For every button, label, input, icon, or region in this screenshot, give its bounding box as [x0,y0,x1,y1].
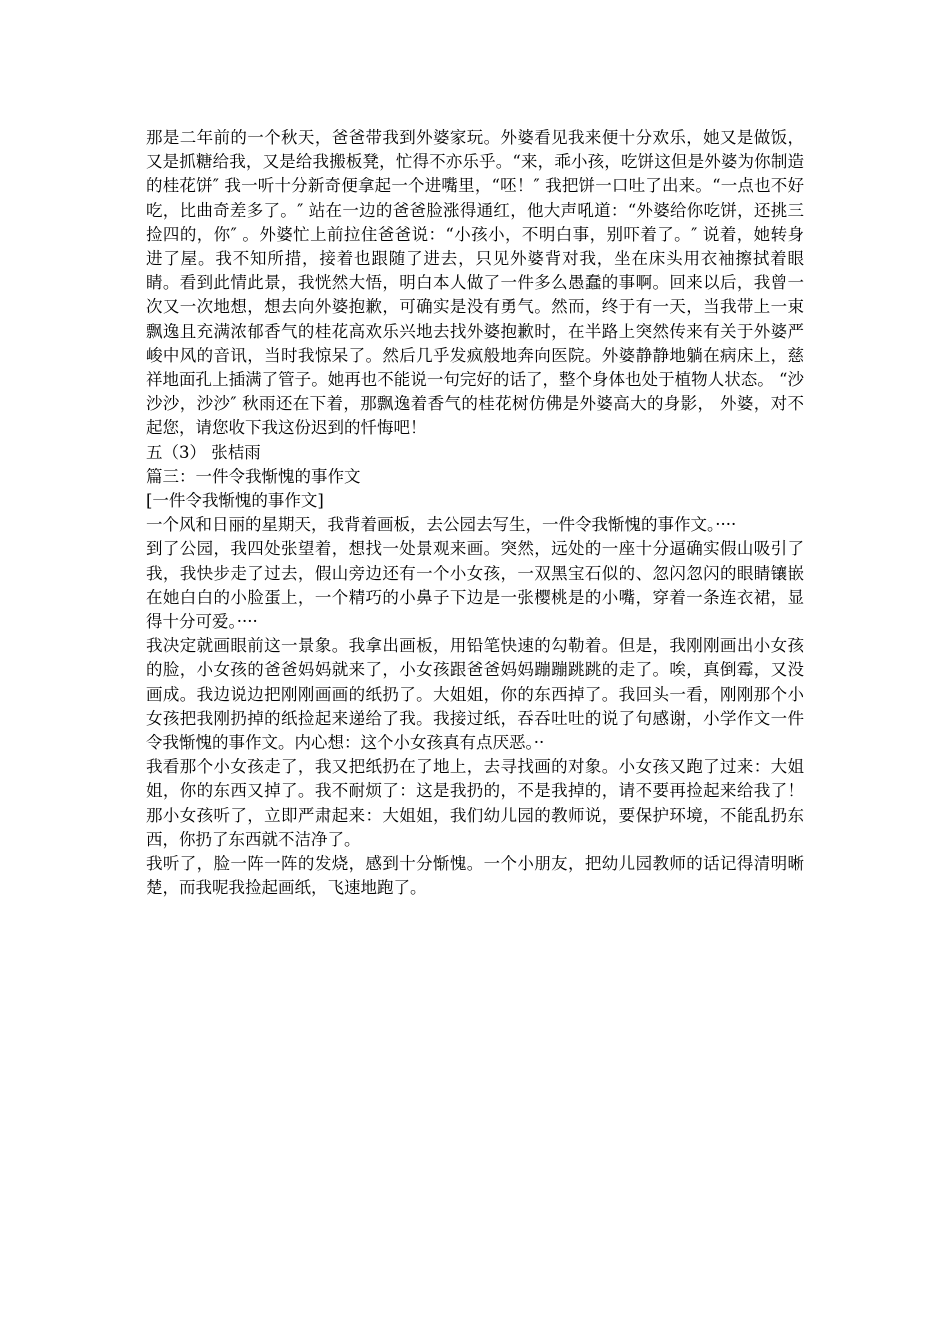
paragraph-park-scene: 到了公园，我四处张望着，想找一处景观来画。突然，远处的一座十分逼确实假山吸引了我，我快步走了过去，假山旁边还有一个小女孩，一双黑宝石似的、忽闪忽闪的眼睛镶嵌在她白白的小脸蛋上，一个精巧的小鼻子下边是一张樱桃是的小嘴，穿着一条连衣裙，显得十分可爱。···· [146,539,804,632]
paragraph-conclusion: 我听了，脸一阵一阵的发烧，感到十分惭愧。一个小朋友，把幼儿园教师的话记得清明晰楚，而我呢我捡起画纸，飞速地跑了。 [146,854,804,898]
paragraph-section-title: 篇三：一件令我惭愧的事作文 [146,466,361,486]
paragraph-story-grandma: 那是二年前的一个秋天，爸爸带我到外婆家玩。外婆看见我来便十分欢乐，她又是做饭，又是抓糖给我，又是给我搬板凳，忙得不亦乐乎。“来，乖小孩，吃饼这但是外婆为你制造的桂花饼″ 我一听十分新奇便拿起一个进嘴里，“呸！″ 我把饼一口吐了出来。“一点也不好吃，比曲奇差多了。″ 站在一边的爸爸脸涨得通红，他大声吼道：“外婆给你吃饼，还挑三捡四的，你″ 。外婆忙上前拉住爸爸说：“小孩小，不明白事，别吓着了。″ 说着，她转身进了屋。我不知所措，接着也跟随了进去，只见外婆背对我，坐在床头用衣袖擦拭着眼睛。看到此情此景，我恍然大悟，明白本人做了一件多么愚蠢的事啊。回来以后，我曾一次又一次地想，想去向外婆抱歉，可确实是没有勇气。然而，终于有一天，当我带上一束飘逸且充满浓郁香气的桂花高欢乐兴地去找外婆抱歉时，在半路上突然传来有关于外婆严峻中风的音讯，当时我惊呆了。然后几乎发疯般地奔向医院。外婆静静地躺在病床上，慈祥地面孔上插满了管子。她再也不能说一句完好的话了，整个身体也处于植物人状态。 “沙沙沙，沙沙″ 秋雨还在下着，那飘逸着香气的桂花树仿佛是外婆高大的身影， 外婆，对不起您，请您收下我这份迟到的忏悔吧！ [146,128,804,438]
paragraph-sunday-intro: 一个风和日丽的星期天，我背着画板，去公园去写生，一件令我惭愧的事作文。···· [146,515,737,535]
paragraph-bracket-title: [一件令我惭愧的事作文] [146,491,324,511]
paragraph-drawing-attempt: 我决定就画眼前这一景象。我拿出画板，用铅笔快速的勾勒着。但是，我刚刚画出小女孩的脸，小女孩的爸爸妈妈就来了，小女孩跟爸爸妈妈蹦蹦跳跳的走了。唉，真倒霉，又没画成。我边说边把刚刚画画的纸扔了。大姐姐，你的东西掉了。我回头一看，刚刚那个小女孩把我刚扔掉的纸捡起来递给了我。我接过纸，吞吞吐吐的说了句感谢，小学作文一件令我惭愧的事作文。内心想：这个小女孩真有点厌恶。·· [146,636,804,753]
paragraph-author-line: 五（3） 张桔雨 [146,442,261,462]
document-body [146,126,804,901]
paragraph-girl-returns: 我看那个小女孩走了，我又把纸扔在了地上，去寻找画的对象。小女孩又跑了过来：大姐姐，你的东西又掉了。我不耐烦了：这是我扔的，不是我掉的，请不要再捡起来给我了！那小女孩听了，立即严肃起来：大姐姐，我们幼儿园的教师说，要保护环境，不能乱扔东西，你扔了东西就不洁净了。 [146,757,804,849]
